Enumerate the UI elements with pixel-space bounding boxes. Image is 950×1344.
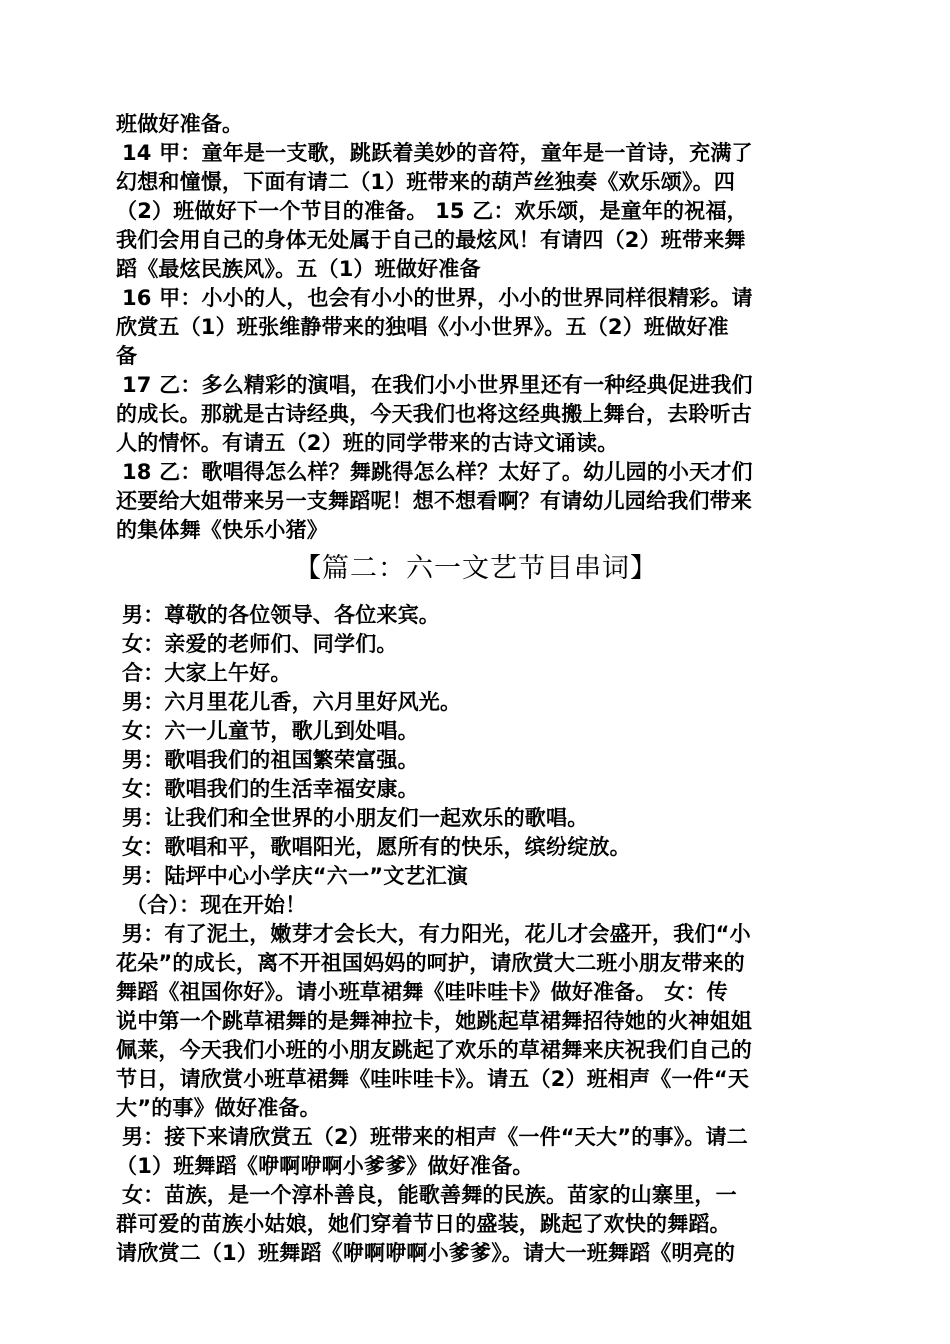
text-line: 男：让我们和全世界的小朋友们一起欢乐的歌唱。	[122, 806, 589, 830]
text-line: 欣赏五（1）班张维静带来的独唱《小小世界》。五（2）班做好准	[116, 315, 729, 339]
text-line: 节日，请欣赏小班草裙舞《哇咔哇卡》。请五（2）班相声《一件“天	[116, 1067, 750, 1091]
text-line: 群可爱的苗族小姑娘，她们穿着节日的盛装，跳起了欢快的舞蹈。	[116, 1212, 731, 1236]
text-line: 还要给大姐带来另一支舞蹈呢！想不想看啊？有请幼儿园给我们带来	[116, 489, 752, 513]
text-line: 18 乙：歌唱得怎么样？舞跳得怎么样？太好了。幼儿园的小天才们	[122, 460, 753, 484]
text-line: 的集体舞《快乐小猪》	[116, 518, 328, 542]
text-line: 班做好准备。	[116, 112, 244, 136]
text-line: 佩莱，今天我们小班的小朋友跳起了欢乐的草裙舞来庆祝我们自己的	[116, 1038, 752, 1062]
text-line: （1）班舞蹈《咿啊咿啊小爹爹》做好准备。	[116, 1154, 534, 1178]
text-line: 合：大家上午好。	[122, 661, 292, 685]
text-line: 男：有了泥土，嫩芽才会长大，有力阳光，花儿才会盛开，我们“小	[122, 922, 751, 946]
text-line: 女：亲爱的老师们、同学们。	[122, 632, 398, 656]
text-line: 女：歌唱和平，歌唱阳光，愿所有的快乐，缤纷绽放。	[122, 835, 631, 859]
text-line: （2）班做好下一个节目的准备。 15 乙：欢乐颂，是童年的祝福，	[116, 199, 748, 223]
text-line: 女：苗族，是一个淳朴善良，能歌善舞的民族。苗家的山寨里，一	[122, 1183, 737, 1207]
section-1	[116, 110, 836, 545]
text-line: 备	[116, 344, 138, 368]
text-line: 我们会用自己的身体无处属于自己的最炫风！有请四（2）班带来舞	[116, 228, 746, 252]
text-line: 男：陆坪中心小学庆“六一”文艺汇演	[122, 864, 469, 888]
text-line: 蹈《最炫民族风》。五（1）班做好准备	[116, 257, 481, 281]
text-line: 16 甲：小小的人，也会有小小的世界，小小的世界同样很精彩。请	[122, 286, 753, 310]
section-heading: 【篇二：六一文艺节目串词】	[294, 553, 658, 584]
text-line: 17 乙：多么精彩的演唱，在我们小小世界里还有一种经典促进我们	[122, 373, 753, 397]
text-line: 说中第一个跳草裙舞的是舞神拉卡，她跳起草裙舞招待她的火神姐姐	[116, 1009, 752, 1033]
text-line: 幻想和憧憬，下面有请二（1）班带来的葫芦丝独奏《欢乐颂》。四	[116, 170, 736, 194]
text-line: 花朵”的成长，离不开祖国妈妈的呵护，请欣赏大二班小朋友带来的	[116, 951, 745, 975]
text-line: 男：尊敬的各位领导、各位来宾。	[122, 603, 440, 627]
section-2	[116, 601, 836, 1268]
text-line: 人的情怀。有请五（2）班的同学带来的古诗文诵读。	[116, 431, 619, 455]
text-line: 14 甲：童年是一支歌，跳跃着美妙的音符，童年是一首诗，充满了	[122, 141, 753, 165]
text-line: 女：歌唱我们的生活幸福安康。	[122, 777, 419, 801]
text-line: 请欣赏二（1）班舞蹈《咿啊咿啊小爹爹》。请大一班舞蹈《明亮的	[116, 1241, 736, 1265]
text-line: 的成长。那就是古诗经典，今天我们也将这经典搬上舞台，去聆听古	[116, 402, 752, 426]
document-body	[116, 110, 836, 1268]
text-line: 男：接下来请欣赏五（2）班带来的相声《一件“天大”的事》。请二	[122, 1125, 748, 1149]
text-line: 男：六月里花儿香，六月里好风光。	[122, 690, 462, 714]
text-line: 大”的事》做好准备。	[116, 1096, 321, 1120]
text-line: 舞蹈《祖国你好》。请小班草裙舞《哇咔哇卡》做好准备。 女：传	[116, 980, 728, 1004]
text-line: （合）：现在开始！	[126, 893, 307, 917]
text-line: 女：六一儿童节，歌儿到处唱。	[122, 719, 419, 743]
text-line: 男：歌唱我们的祖国繁荣富强。	[122, 748, 419, 772]
